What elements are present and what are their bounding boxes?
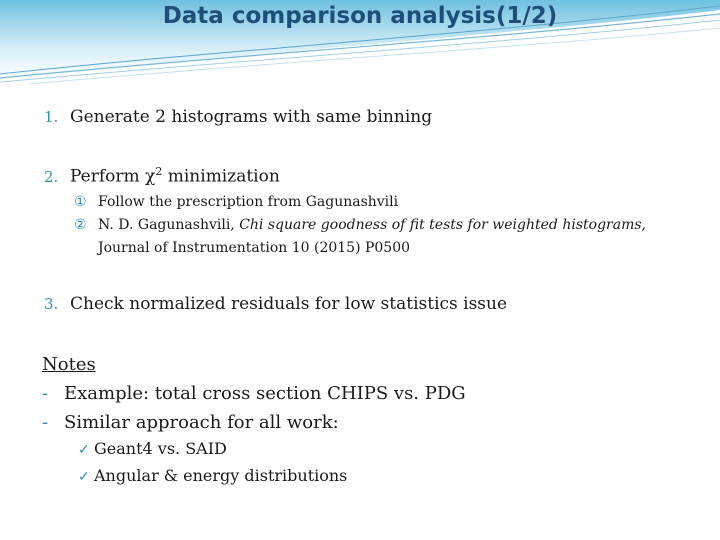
notes-line-2 — [42, 408, 466, 437]
list-text: Generate 2 histograms with same binning — [70, 107, 433, 127]
list-item-1 — [44, 107, 432, 127]
notes-line-1 — [42, 379, 466, 408]
list-text: Perform χ — [70, 166, 156, 187]
checkmark-icon: ✓ — [78, 469, 90, 485]
list-text-cont: minimization — [162, 166, 280, 187]
circled-number: ② — [74, 217, 87, 233]
subitem-text: N. D. Gagunashvili, — [98, 217, 240, 233]
superscript: 2 — [155, 165, 163, 178]
check-item-1 — [78, 436, 347, 463]
subitem-text: Follow the prescription from Gagunashvili — [98, 194, 399, 210]
list-number: 1. — [44, 108, 59, 126]
checklist — [78, 436, 347, 490]
circled-number: ① — [74, 194, 87, 210]
subitem-1 — [74, 191, 398, 214]
dash-marker: - — [42, 383, 49, 404]
notes-section — [42, 350, 466, 437]
subitem-2 — [74, 214, 646, 260]
check-text: Geant4 vs. SAID — [94, 439, 227, 458]
notes-text: Example: total cross section CHIPS vs. PDG — [64, 383, 466, 404]
reference-title: Chi square goodness of fit tests for weighted histograms — [239, 217, 642, 233]
list-item-2 — [44, 165, 280, 187]
list-text: Check normalized residuals for low statistics issue — [70, 294, 508, 314]
list-number: 2. — [44, 167, 59, 186]
subitem-continuation: Journal of Instrumentation 10 (2015) P0500 — [98, 240, 411, 256]
check-text: Angular & energy distributions — [94, 466, 348, 485]
notes-heading: Notes — [42, 354, 96, 375]
notes-text: Similar approach for all work: — [64, 412, 339, 433]
slide-title: Data comparison analysis(1/2) — [162, 3, 558, 29]
list-number: 3. — [44, 295, 59, 313]
checkmark-icon: ✓ — [78, 442, 90, 458]
subitem-text-cont: , — [641, 217, 646, 233]
dash-marker: - — [42, 412, 49, 433]
list-item-3 — [44, 294, 507, 314]
check-item-2 — [78, 463, 347, 490]
